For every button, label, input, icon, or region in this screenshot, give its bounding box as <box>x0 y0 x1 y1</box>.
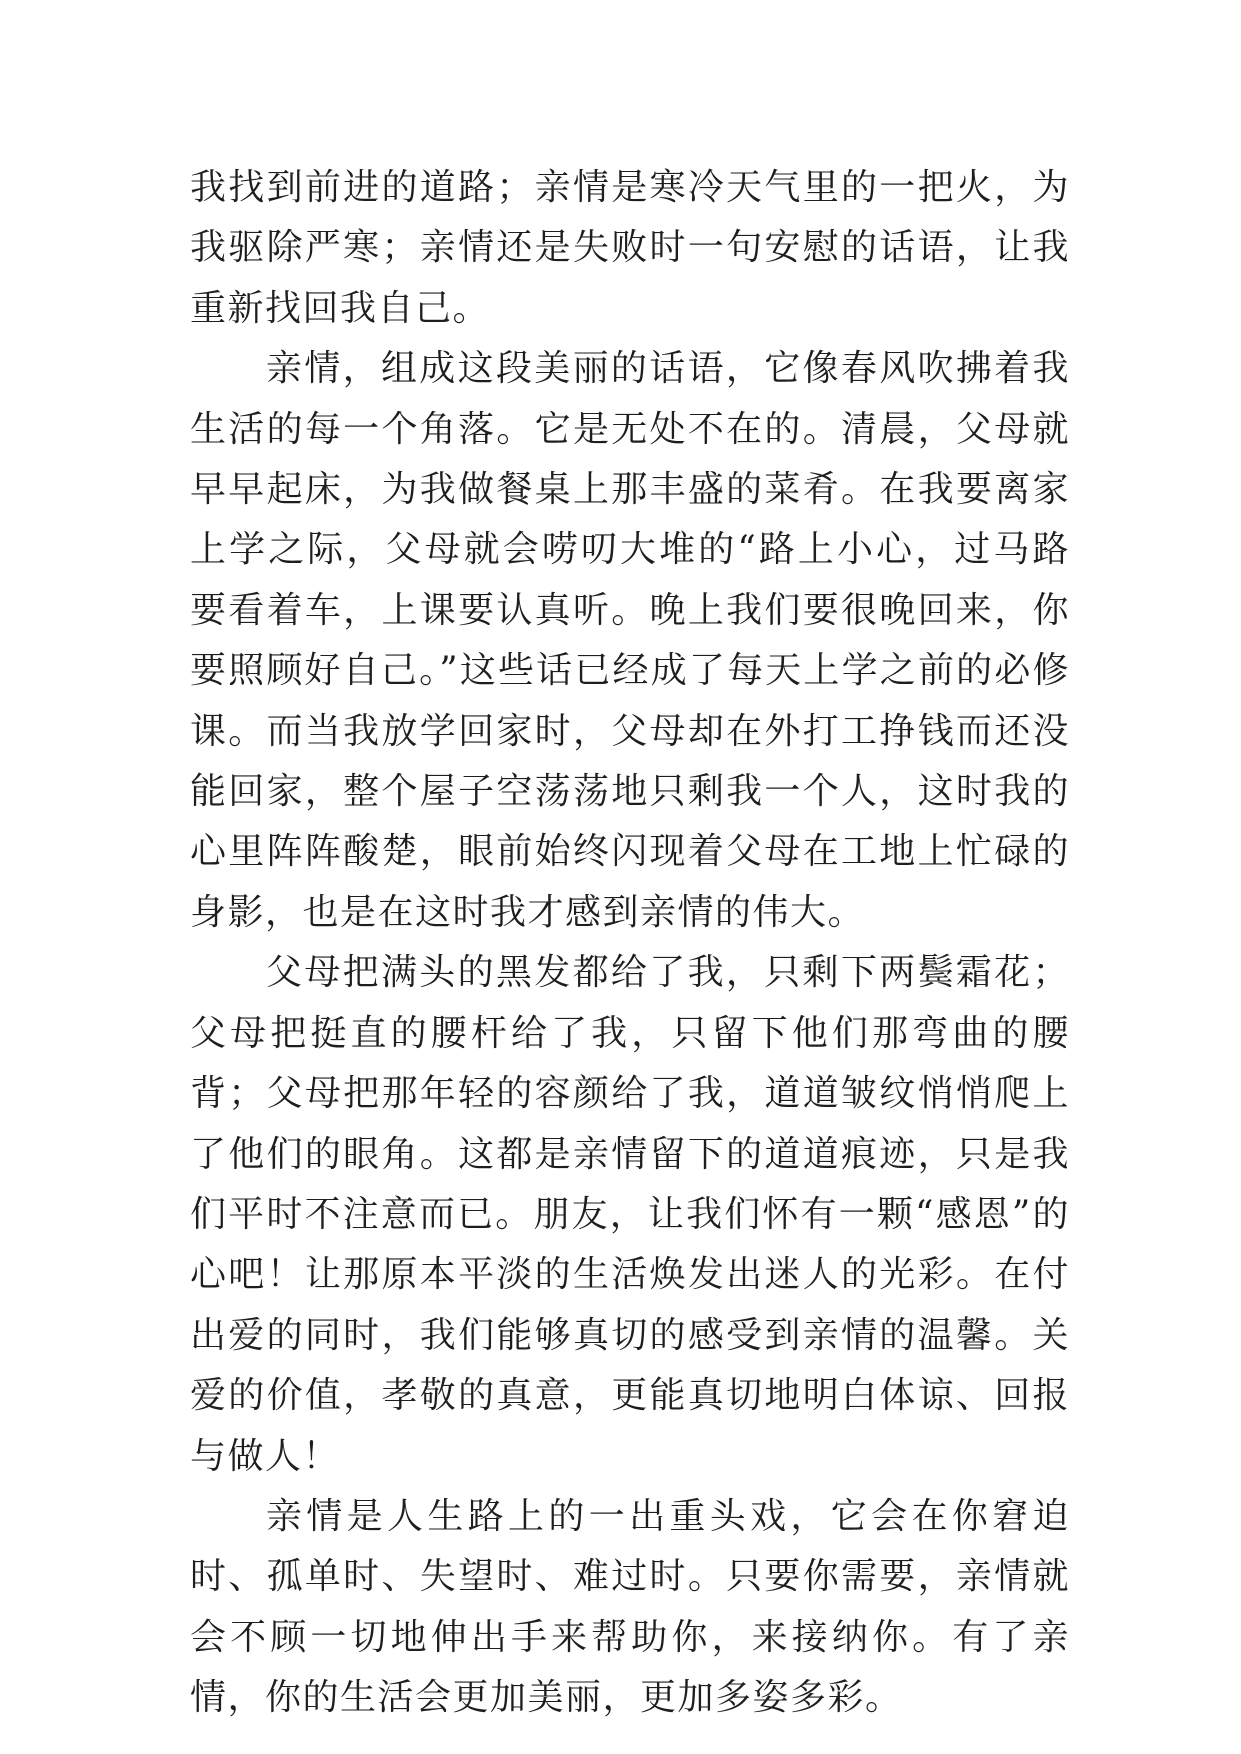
paragraph-3: 父母把满头的黑发都给了我，只剩下两鬓霜花；父母把挺直的腰杆给了我，只留下他们那弯曲的腰背；父母把那年轻的容颜给了我，道道皱纹悄悄爬上了他们的眼角。这都是亲情留下的道道痕迹，只是我们平时不注意而已。朋友，让我们怀有一颗“感恩”的心吧！让那原本平淡的生活焕发出迷人的光彩。在付出爱的同时，我们能够真切的感受到亲情的温馨。关爱的价值，孝敬的真意，更能真切地明白体谅、回报与做人！ <box>190 952 1070 1477</box>
paragraph-4: 亲情是人生路上的一出重头戏，它会在你窘迫时、孤单时、失望时、难过时。只要你需要，亲情就会不顾一切地伸出手来帮助你，来接纳你。有了亲情，你的生活会更加美丽，更加多姿多彩。 <box>190 1495 1070 1719</box>
document-body <box>190 158 1070 1729</box>
paragraph-2: 亲情，组成这段美丽的话语，它像春风吹拂着我生活的每一个角落。它是无处不在的。清晨，父母就早早起床，为我做餐桌上那丰盛的菜肴。在我要离家上学之际，父母就会唠叨大堆的“路上小心，过马路要看着车，上课要认真听。晚上我们要很晚回来，你要照顾好自己。”这些话已经成了每天上学之前的必修课。而当我放学回家时，父母却在外打工挣钱而还没能回家，整个屋子空荡荡地只剩我一个人，这时我的心里阵阵酸楚，眼前始终闪现着父母在工地上忙碌的身影，也是在这时我才感到亲情的伟大。 <box>190 348 1070 933</box>
paragraph-1: 我找到前进的道路；亲情是寒冷天气里的一把火，为我驱除严寒；亲情还是失败时一句安慰的话语，让我重新找回我自己。 <box>190 167 1070 329</box>
